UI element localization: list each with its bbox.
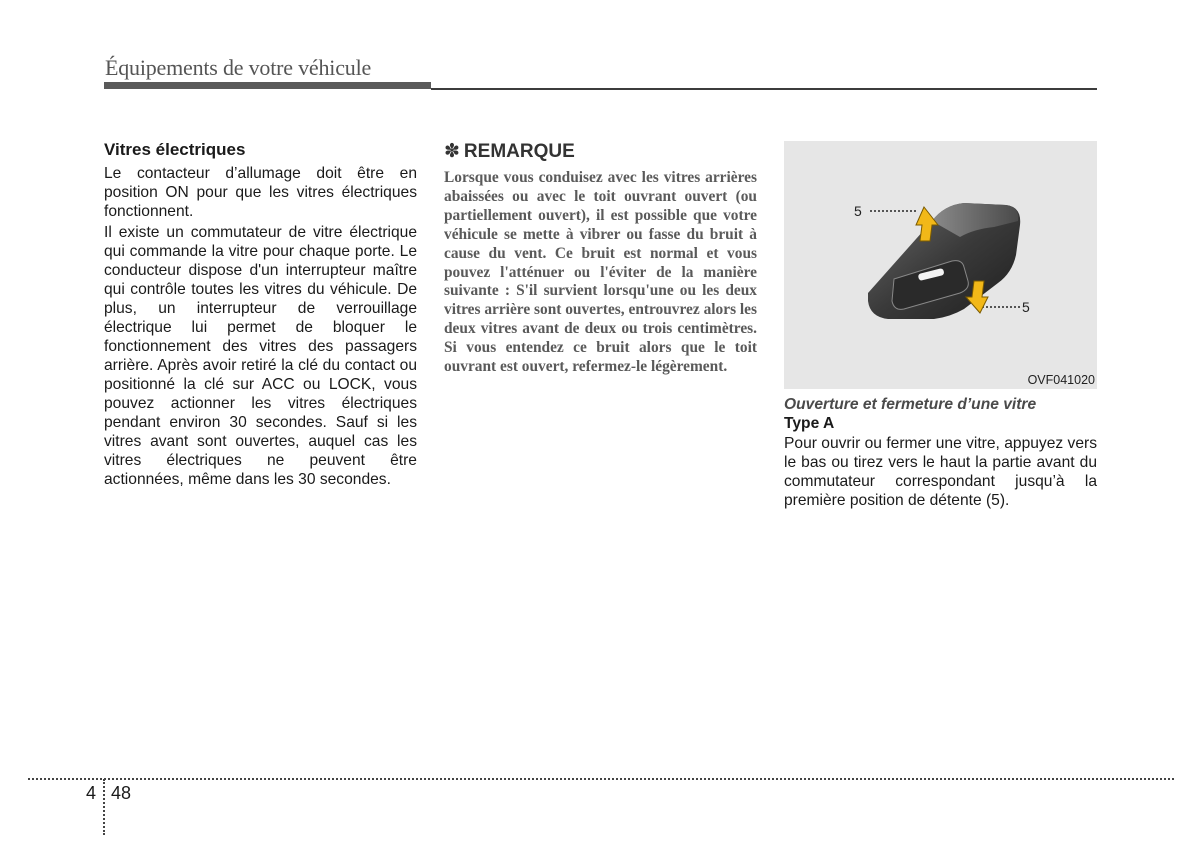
left-column <box>104 140 417 489</box>
figure-column <box>784 140 1097 510</box>
footer-dotted-divider <box>103 779 105 835</box>
page-number: 48 <box>111 783 132 803</box>
window-switch-drawing <box>784 141 1097 389</box>
label-bottom: 5 <box>1022 299 1030 315</box>
section-heading: Vitres électriques <box>104 140 246 159</box>
figure-description: Pour ouvrir ou fermer une vitre, appuyez vers le bas ou tirez vers le haut la partie avant du commutateur correspondant jusqu’à la première position de détente (5). <box>784 435 1097 509</box>
remark-column <box>444 140 757 377</box>
remark-text: Lorsque vous conduisez avec les vitres arrières abaissées ou avec le toit ouvrant ouvert (ou partiellement ouvert), il est possible que votre véhicule se mette à vibrer ou fasse du bruit à cause du vent. Ce bruit est normal et vous pouvez l'atténuer ou l'éviter de la manière suivante : S'il survient lorsqu'une ou les deux vitres arrière sont ouvertes, entrouvrez alors les deux vitres avant de deux ou trois centimètres. Si vous entendez ce bruit alors que le toit ouvrant est ouvert, refermez-le légèrement. <box>444 169 757 376</box>
remark-star-icon: ✽ <box>444 141 460 162</box>
remark-heading <box>444 140 757 163</box>
figure-code: OVF041020 <box>1027 373 1095 387</box>
body-paragraph: Le contacteur d’allumage doit être en position ON pour que les vitres électriques fonctionnent. <box>104 165 417 220</box>
footer-dotted-rule <box>28 778 1174 780</box>
chapter-number: 4 <box>86 783 97 803</box>
label-top: 5 <box>854 203 862 219</box>
header-rule-thick <box>104 82 431 89</box>
figure-caption: Ouverture et fermeture d’une vitre <box>784 396 1037 413</box>
body-paragraph: Il existe un commutateur de vitre électrique qui commande la vitre pour chaque porte. Le conducteur dispose d'un interrupteur maître qui contrôle toutes les vitres du véhicule. De plus, un interrupteur de verrouillage électrique lui permet de bloquer le fonctionnement des vitres des passagers arrière. Après avoir retiré la clé du contact ou positionné la clé sur ACC ou LOCK, vous pouvez actionner les vitres électriques pendant environ 30 secondes. Sauf si les vitres avant sont ouvertes, auquel cas les vitres électriques ne peuvent être actionnées, même dans les 30 secondes. <box>104 224 417 488</box>
page-header-title: Équipements de votre véhicule <box>105 55 372 80</box>
window-switch-illustration <box>784 141 1097 389</box>
type-label: Type A <box>784 415 835 432</box>
header-rule-thin <box>431 88 1097 90</box>
remark-title: REMARQUE <box>463 141 575 162</box>
